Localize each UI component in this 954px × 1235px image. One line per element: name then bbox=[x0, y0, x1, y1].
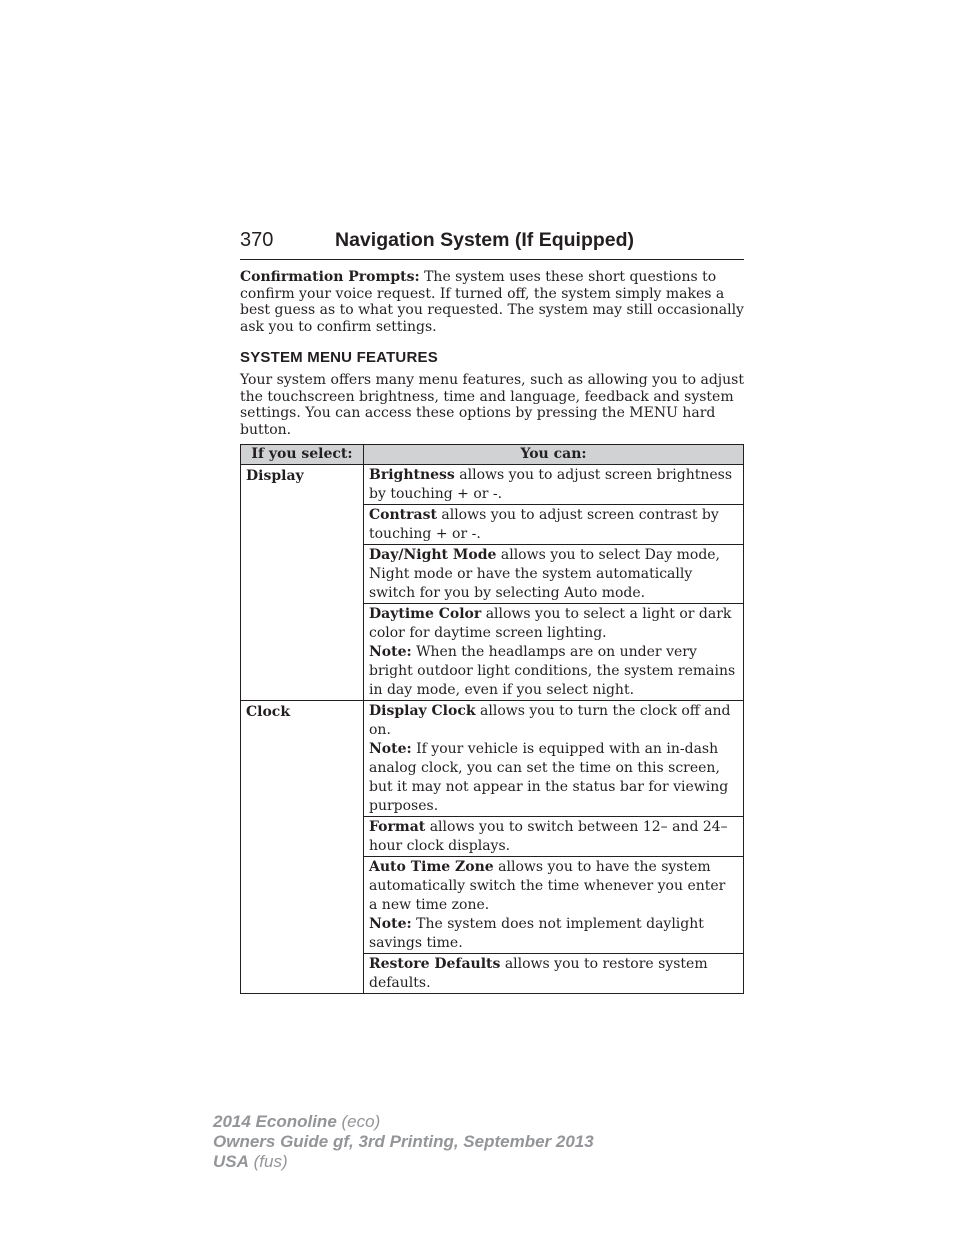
footer-line-model bbox=[213, 1112, 594, 1132]
option-paragraph bbox=[369, 605, 738, 643]
page-footer bbox=[213, 1112, 594, 1172]
option-cell bbox=[364, 505, 744, 545]
table-header-cell: You can: bbox=[364, 445, 744, 465]
option-cell bbox=[364, 954, 744, 994]
option-cell bbox=[364, 465, 744, 505]
footer-line-guide bbox=[213, 1132, 594, 1152]
option-term: Daytime Color bbox=[369, 606, 482, 622]
option-cell bbox=[364, 604, 744, 701]
page-number: 370 bbox=[240, 229, 274, 251]
option-text: allows you to have the system automatically switch the time whenever you enter a new time zone. bbox=[369, 859, 726, 913]
option-text: allows you to restore system defaults. bbox=[369, 956, 708, 991]
option-text: allows you to switch between 12– and 24–hour clock displays. bbox=[369, 819, 728, 854]
option-text: allows you to turn the clock off and on. bbox=[369, 703, 731, 738]
option-term: Contrast bbox=[369, 507, 437, 523]
selection-cell-clock: Clock bbox=[241, 701, 364, 994]
option-text: allows you to adjust screen brightness by touching + or -. bbox=[369, 467, 733, 502]
menu-features-table bbox=[240, 444, 744, 994]
note-term: Note: bbox=[369, 741, 412, 757]
option-cell bbox=[364, 857, 744, 954]
table-header-row bbox=[241, 445, 744, 465]
option-term: Format bbox=[369, 819, 426, 835]
note-term: Note: bbox=[369, 916, 412, 932]
note-text: If your vehicle is equipped with an in-dash analog clock, you can set the time on this screen, but it may not appear in the status bar for viewing purposes. bbox=[369, 741, 729, 814]
footer-market: USA bbox=[213, 1152, 249, 1171]
table-row bbox=[241, 465, 744, 505]
option-cell bbox=[364, 817, 744, 857]
footer-market-code: (fus) bbox=[248, 1152, 288, 1171]
footer-line-market bbox=[213, 1152, 594, 1172]
option-term: Day/Night Mode bbox=[369, 547, 497, 563]
footer-model-code: (eco) bbox=[336, 1112, 381, 1131]
manual-page bbox=[240, 229, 744, 994]
option-text: allows you to select Day mode, Night mode or have the system automatically switch for you by selecting Auto mode. bbox=[369, 547, 721, 601]
selection-cell-display: Display bbox=[241, 465, 364, 701]
option-term: Auto Time Zone bbox=[369, 859, 494, 875]
option-paragraph bbox=[369, 858, 738, 915]
footer-guide: Owners Guide gf, 3rd Printing, September 2013 bbox=[213, 1132, 594, 1151]
option-text: allows you to adjust screen contrast by touching + or -. bbox=[369, 507, 719, 542]
chapter-title: Navigation System (If Equipped) bbox=[335, 229, 635, 251]
note-text: The system does not implement daylight savings time. bbox=[369, 916, 704, 951]
page-header bbox=[240, 229, 744, 260]
option-term: Display Clock bbox=[369, 703, 476, 719]
option-term: Brightness bbox=[369, 467, 455, 483]
section-heading: SYSTEM MENU FEATURES bbox=[240, 349, 438, 366]
confirmation-prompts-paragraph bbox=[240, 269, 744, 335]
note-paragraph bbox=[369, 915, 738, 953]
footer-model: 2014 Econoline bbox=[213, 1112, 337, 1131]
section-paragraph: Your system offers many menu features, such as allowing you to adjust the touchscreen brightness, time and language, feedback and system settings. You can access these options by pressing the MENU hard button. bbox=[240, 372, 744, 438]
note-paragraph bbox=[369, 740, 738, 816]
confirmation-prompts-term: Confirmation Prompts: bbox=[240, 269, 420, 285]
table-header-cell: If you select: bbox=[241, 445, 364, 465]
option-term: Restore Defaults bbox=[369, 956, 501, 972]
option-cell bbox=[364, 545, 744, 604]
option-text: allows you to select a light or dark color for daytime screen lighting. bbox=[369, 606, 732, 641]
table-row bbox=[241, 701, 744, 817]
option-cell bbox=[364, 701, 744, 817]
note-text: When the headlamps are on under very bright outdoor light conditions, the system remains in day mode, even if you select night. bbox=[369, 644, 736, 698]
note-paragraph bbox=[369, 643, 738, 700]
note-term: Note: bbox=[369, 644, 412, 660]
confirmation-prompts-text: The system uses these short questions to confirm your voice request. If turned off, the system simply makes a best guess as to what you requested. The system may still occasionally ask you to confirm settings. bbox=[240, 269, 744, 335]
option-paragraph bbox=[369, 702, 738, 740]
